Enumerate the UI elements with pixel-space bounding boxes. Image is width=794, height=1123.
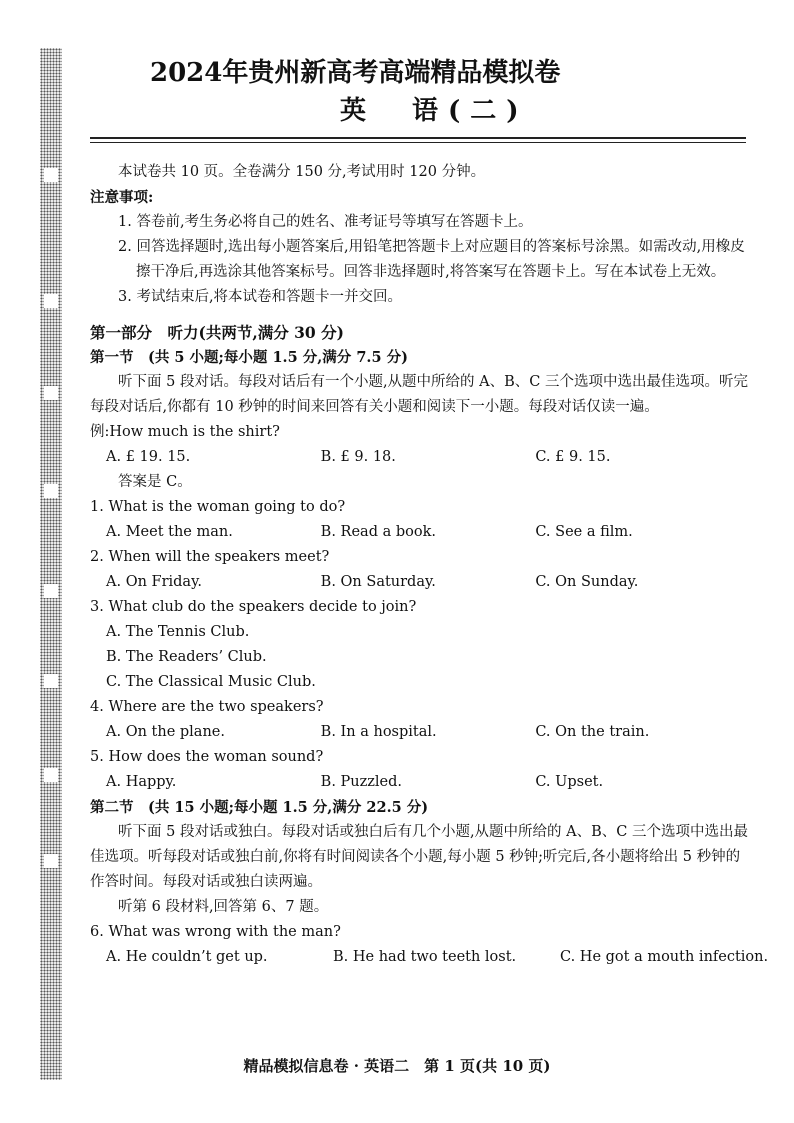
question-6: 6. What was wrong with the man? bbox=[90, 924, 341, 940]
option-b: B. £ 9. 18. bbox=[320, 449, 396, 465]
question-2-options bbox=[90, 570, 750, 595]
binding-mark bbox=[44, 674, 58, 688]
option-a: A. On Friday. bbox=[106, 574, 202, 590]
section1-instructions: 听下面 5 段对话。每段对话后有一个小题,从题中所给的 A、B、C 三个选项中选出最佳选项。听完每段对话后,你都有 10 秒钟的时间来回答有关小题和阅读下一小题。每段对话仅读一遍。 bbox=[90, 374, 748, 415]
binding-mark bbox=[44, 484, 58, 498]
header-rule-thin bbox=[90, 142, 746, 143]
question-4-options bbox=[90, 720, 750, 745]
example-options bbox=[90, 445, 750, 470]
question-1: 1. What is the woman going to do? bbox=[90, 499, 346, 515]
option-b: B. He had two teeth lost. bbox=[333, 949, 517, 965]
option-a: A. Meet the man. bbox=[106, 524, 233, 540]
binding-mark bbox=[44, 386, 58, 400]
question-1-options bbox=[90, 520, 750, 545]
notice-item: 1. 答卷前,考生务必将自己的姓名、准考证号等填写在答题卡上。 bbox=[118, 214, 533, 230]
binding-mark bbox=[44, 168, 58, 182]
option-b: B. Puzzled. bbox=[320, 774, 403, 790]
option-c: C. Upset. bbox=[535, 774, 604, 790]
section2-lead: 听第 6 段材料,回答第 6、7 题。 bbox=[118, 899, 329, 915]
option-a: A. On the plane. bbox=[106, 724, 225, 740]
binding-mark bbox=[44, 854, 58, 868]
option-c: C. On the train. bbox=[535, 724, 650, 740]
option-b: B. On Saturday. bbox=[320, 574, 436, 590]
example-question: 例:How much is the shirt? bbox=[90, 424, 280, 440]
notice-item: 2. 回答选择题时,选出每小题答案后,用铅笔把答题卡上对应题目的答案标号涂黑。如需改动,用橡皮擦干净后,再选涂其他答案标号。回答非选择题时,将答案写在答题卡上。写在本试卷上无效。 bbox=[118, 239, 745, 280]
question-5-options bbox=[90, 770, 750, 795]
binding-mark bbox=[44, 768, 58, 782]
option-b: B. In a hospital. bbox=[320, 724, 437, 740]
notice-intro: 本试卷共 10 页。全卷满分 150 分,考试用时 120 分钟。 bbox=[118, 164, 486, 180]
option-a: A. Happy. bbox=[106, 774, 177, 790]
option-b: B. The Readers’ Club. bbox=[106, 649, 267, 665]
section2-title: 第二节 (共 15 小题;每小题 1.5 分,满分 22.5 分) bbox=[90, 799, 429, 816]
part1-title: 第一部分 听力(共两节,满分 30 分) bbox=[90, 323, 344, 342]
page-footer: 精品模拟信息卷 · 英语二 第 1 页(共 10 页) bbox=[243, 1057, 551, 1075]
option-c: C. £ 9. 15. bbox=[535, 449, 611, 465]
exam-title: 2024年贵州新高考高端精品模拟卷 bbox=[150, 58, 561, 88]
binding-mark bbox=[44, 294, 58, 308]
option-c: C. The Classical Music Club. bbox=[106, 674, 316, 690]
exam-content bbox=[90, 160, 769, 970]
question-3: 3. What club do the speakers decide to join? bbox=[90, 599, 417, 615]
question-2: 2. When will the speakers meet? bbox=[90, 549, 330, 565]
option-c: C. On Sunday. bbox=[535, 574, 639, 590]
notice-heading: 注意事项: bbox=[90, 189, 154, 206]
question-5: 5. How does the woman sound? bbox=[90, 749, 324, 765]
section2-instructions: 听下面 5 段对话或独白。每段对话或独白后有几个小题,从题中所给的 A、B、C 三个选项中选出最佳选项。听每段对话或独白前,你将有时间阅读各个小题,每小题 5 秒钟;听完后,各小题将给出 5 秒钟的作答时间。每段对话或独白读两遍。 bbox=[90, 824, 748, 890]
question-6-options bbox=[90, 945, 769, 970]
notice-item: 3. 考试结束后,将本试卷和答题卡一并交回。 bbox=[118, 289, 403, 305]
binding-strip bbox=[40, 48, 62, 1080]
example-answer: 答案是 C。 bbox=[118, 474, 192, 490]
option-a: A. £ 19. 15. bbox=[106, 449, 191, 465]
question-4: 4. Where are the two speakers? bbox=[90, 699, 324, 715]
exam-subtitle: 英 语(二) bbox=[340, 96, 529, 126]
section1-title: 第一节 (共 5 小题;每小题 1.5 分,满分 7.5 分) bbox=[90, 349, 408, 366]
option-a: A. The Tennis Club. bbox=[106, 624, 250, 640]
option-b: B. Read a book. bbox=[320, 524, 436, 540]
option-a: A. He couldn’t get up. bbox=[106, 949, 268, 965]
header-rule-thick bbox=[90, 137, 746, 139]
binding-mark bbox=[44, 584, 58, 598]
option-c: C. He got a mouth infection. bbox=[560, 949, 769, 965]
option-c: C. See a film. bbox=[535, 524, 633, 540]
